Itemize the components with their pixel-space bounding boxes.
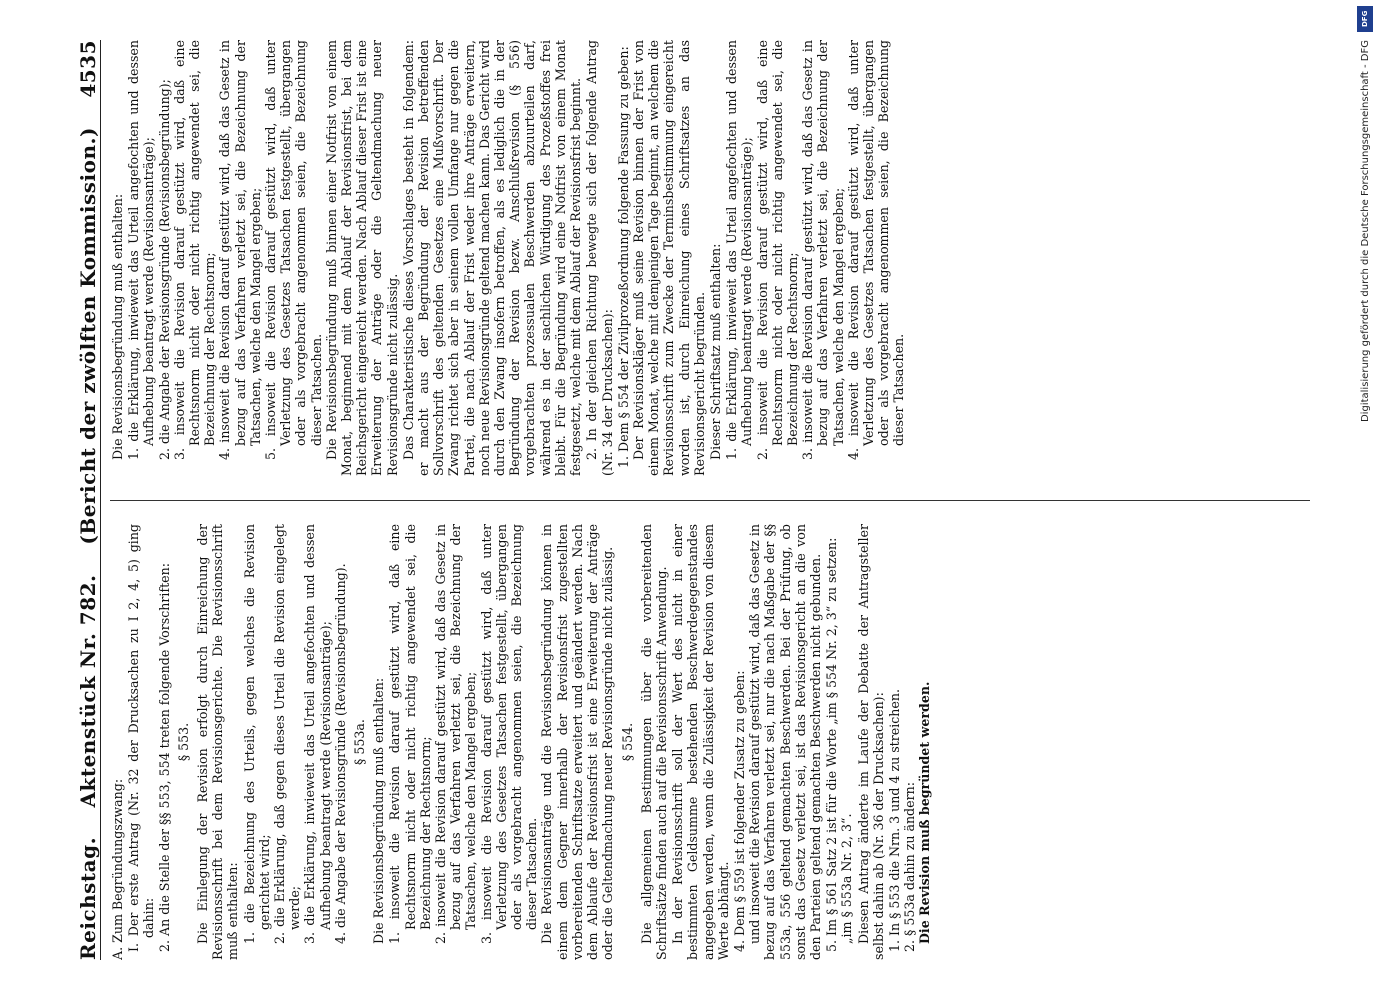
paragraph: Dieser Schriftsatz muß enthalten: bbox=[707, 243, 723, 460]
paragraph: Die Revisionsanträge und die Revisionsbegründung können in einem dem Gegner innerhalb der Revisionsfrist zugestellten vorbereitenden Schriftsatze erweitert und geändert werden. Nach dem Ablaufe der Revisionsfrist ist eine Erweiterung der Anträge oder die Geltendmachung neuer Revisionsgründe nicht zulässig. bbox=[539, 524, 616, 960]
paragraph: Die allgemeinen Bestimmungen über die vorbereitenden Schriftsätze finden auch auf die Revisionsschrift Anwendung. bbox=[638, 524, 669, 960]
paragraph: Das Charakteristische dieses Vorschlages besteht in folgendem: er macht aus der Begründung der Revision betreffenden Sollvorschrift des geltenden Gesetzes eine Mußvorschrift. Der Zwang richtet sich aber in seinem vollen Umfange nur gegen die Partei, die nach Ablauf der Frist weder ihre Anträge erweitern, noch neue Revisionsgründe geltend machen kann. Das Gericht wird durch den Zwang insofern betroffen, als es lediglich die in der Begründung der Revision bezw. Anschlußrevision (§ 556) vorgebrachten prozessualen Beschwerden abzuurteilen darf, während es in der sachlichen Würdigung des Prozeßstoffes frei bleibt. Für die Begründung wird eine Notfrist von einem Monat festgesetzt, welche mit dem Ablauf der Revisionsfrist beginnt. bbox=[400, 40, 584, 476]
page-header bbox=[60, 40, 101, 960]
column-divider bbox=[110, 500, 1310, 501]
dfg-logo: DFG bbox=[1357, 6, 1373, 32]
paragraph: 1. In § 553 die Nrn. 3 und 4 zu streichen. bbox=[886, 689, 902, 952]
header-left: Reichstag. bbox=[76, 836, 100, 960]
paragraph: Die Revisionsbegründung muß enthalten: bbox=[371, 677, 387, 944]
paragraph: 1. die Erklärung, inwieweit das Urteil angefochten und dessen Aufhebung beantragt werde (Revisionsanträge); bbox=[724, 40, 755, 460]
header-commission: (Bericht der zwölften Kommission.) bbox=[76, 127, 100, 545]
paragraph: § 553. bbox=[175, 722, 191, 762]
paragraph: In der Revisionsschrift soll der Wert des nicht in einer bestimmten Geldsumme bestehenden Beschwerdegegenstandes angegeben werden, wenn die Zulässigkeit der Revision von diesem Werte abhängt. bbox=[670, 524, 731, 960]
paragraph: „im § 553a Nr. 2, 3“. bbox=[839, 813, 855, 944]
paragraph: 1. Dem § 554 der Zivilprozeßordnung folgende Fassung zu geben: bbox=[615, 46, 631, 468]
paragraph: 3. insoweit die Revision darauf gestützt wird, daß das Gesetz in bezug auf das Verfahren verletzt sei, die Bezeichnung der Tatsachen, welche den Mangel ergeben; bbox=[800, 40, 846, 460]
paragraph: 2. § 553a dahin zu ändern: bbox=[902, 782, 918, 952]
paragraph: und insoweit die Revision darauf gestützt wird, daß das Gesetz in bezug auf das Verfahren verletzt sei, nur die nach Maßgabe der §§ 553a, 556 geltend gemachten Beschwerden. Bei der Prüfung, ob sonst das Gesetz verletzt sei, ist das Revisionsgericht an die von den Parteien geltend gemachten Beschwerden nicht gebunden. bbox=[747, 524, 823, 960]
paragraph: 4. insoweit die Revision darauf gestützt wird, daß unter Verletzung des Gesetzes Tatsachen festgestellt, übergangen oder als vorgebracht angenommen seien, die Bezeichnung dieser Tatsachen. bbox=[845, 40, 907, 460]
paragraph: Der Revisionskläger muß seine Revision binnen der Frist von einem Monat, welche mit demjenigen Tage beginnt, an welchem die Revisionsschrift zum Zwecke der Terminsbestimmung eingereicht worden ist, durch Einreichung eines Schriftsatzes an das Revisionsgericht begründen. bbox=[630, 40, 707, 476]
paragraph: 1. insoweit die Revision darauf gestützt wird, daß eine Rechtsnorm nicht oder nicht richtig angewendet sei, die Bezeichnung der Rechtsnorm; bbox=[387, 524, 433, 944]
page-content bbox=[60, 40, 1320, 960]
paragraph: 3. die Erklärung, inwieweit das Urteil angefochten und dessen Aufhebung beantragt werde (Revisionsanträge); bbox=[302, 524, 333, 944]
paragraph: 2. insoweit die Revision darauf gestützt wird, daß das Gesetz in bezug auf das Verfahren verletzt sei, die Bezeichnung der Tatsachen, welche den Mangel ergeben; bbox=[433, 524, 479, 944]
paragraph: 2. An die Stelle der §§ 553, 554 treten folgende Vorschriften: bbox=[156, 563, 172, 952]
paragraph: 2. insoweit die Revision darauf gestützt wird, daß eine Rechtsnorm nicht oder nicht richtig angewendet sei, die Bezeichnung der Rechtsnorm; bbox=[754, 40, 800, 460]
paragraph: I. Der erste Antrag (Nr. 32 der Drucksachen zu I 2, 4, 5) ging dahin: bbox=[126, 524, 157, 952]
paragraph: 4. die Angabe der Revisionsgründe (Revisionsbegründung). bbox=[332, 563, 348, 944]
left-column bbox=[110, 524, 1310, 960]
paragraph: 2. die Erklärung, daß gegen dieses Urteil die Revision eingelegt werde; bbox=[272, 524, 303, 944]
paragraph: Die Revision muß begründet werden. bbox=[917, 681, 933, 944]
paragraph: 3. insoweit die Revision darauf gestützt wird, daß unter Verletzung des Gesetzes Tatsachen festgestellt, übergangen oder als vorgebracht angenommen seien, die Bezeichnung dieser Tatsachen. bbox=[478, 524, 540, 944]
paragraph: 5. Im § 561 Satz 2 ist für die Worte „im § 554 Nr. 2, 3“ zu setzen: bbox=[824, 537, 840, 952]
paragraph: 5. insoweit die Revision darauf gestützt wird, daß unter Verletzung des Gesetzes Tatsachen festgestellt, übergangen oder als vorgebracht angenommen seien, die Bezeichnung dieser Tatsachen. bbox=[263, 40, 324, 460]
paragraph: 1. die Erklärung, inwieweit das Urteil angefochten und dessen Aufhebung beantragt werde (Revisionsanträge); bbox=[126, 40, 157, 460]
page-number: 4535 bbox=[76, 40, 100, 98]
paragraph: 1. die Bezeichnung des Urteils, gegen welches die Revision gerichtet wird; bbox=[241, 524, 272, 944]
paragraph: Die Revisionsbegründung muß enthalten: bbox=[110, 193, 125, 460]
header-document-number: Aktenstück Nr. 782. bbox=[76, 574, 100, 808]
paragraph: § 553a. bbox=[352, 719, 368, 765]
paragraph: § 554. bbox=[619, 722, 635, 762]
right-column bbox=[110, 40, 1310, 476]
digitization-credit: Digitalisierung gefördert durch die Deutsche Forschungsgemeinschaft - DFG bbox=[1360, 40, 1371, 423]
header-title bbox=[76, 98, 100, 837]
paragraph: Die Revisionsbegründung muß binnen einer Notfrist von einem Monat, beginnend mit dem Ablauf der Revisionsfrist, bei dem Reichsgericht eingereicht werden. Nach Ablauf dieser Frist ist eine Erweiterung der Anträge oder die Geltendmachung neuer Revisionsgründe nicht zulässig. bbox=[323, 40, 400, 476]
paragraph: 4. insoweit die Revision darauf gestützt wird, daß das Gesetz in bezug auf das Verfahren verletzt sei, die Bezeichnung der Tatsachen, welche den Mangel ergeben; bbox=[217, 40, 263, 460]
paragraph: Die Einlegung der Revision erfolgt durch Einreichung der Revisionsschrift bei dem Revisionsgerichte. Die Revisionsschrift muß enthalten: bbox=[195, 524, 241, 960]
paragraph: 2. In der gleichen Richtung bewegte sich der folgende Antrag (Nr. 34 der Drucksachen): bbox=[584, 40, 615, 476]
paragraph: 3. insoweit die Revision darauf gestützt wird, daß eine Rechtsnorm nicht oder nicht richtig angewendet sei, die Bezeichnung der Rechtsnorm; bbox=[171, 40, 218, 460]
digitization-sidebar bbox=[1355, 0, 1377, 1000]
paragraph: A. Zum Begründungszwang: bbox=[110, 778, 125, 960]
paragraph: Diesen Antrag änderte im Laufe der Debatte der Antragsteller selbst dahin ab (Nr. 36 der Drucksachen): bbox=[855, 524, 886, 960]
paragraph: 2. die Angabe der Revisionsgründe (Revisionsbegründung); bbox=[156, 79, 172, 460]
paragraph: 4. Dem § 559 ist folgender Zusatz zu geben: bbox=[731, 670, 747, 952]
